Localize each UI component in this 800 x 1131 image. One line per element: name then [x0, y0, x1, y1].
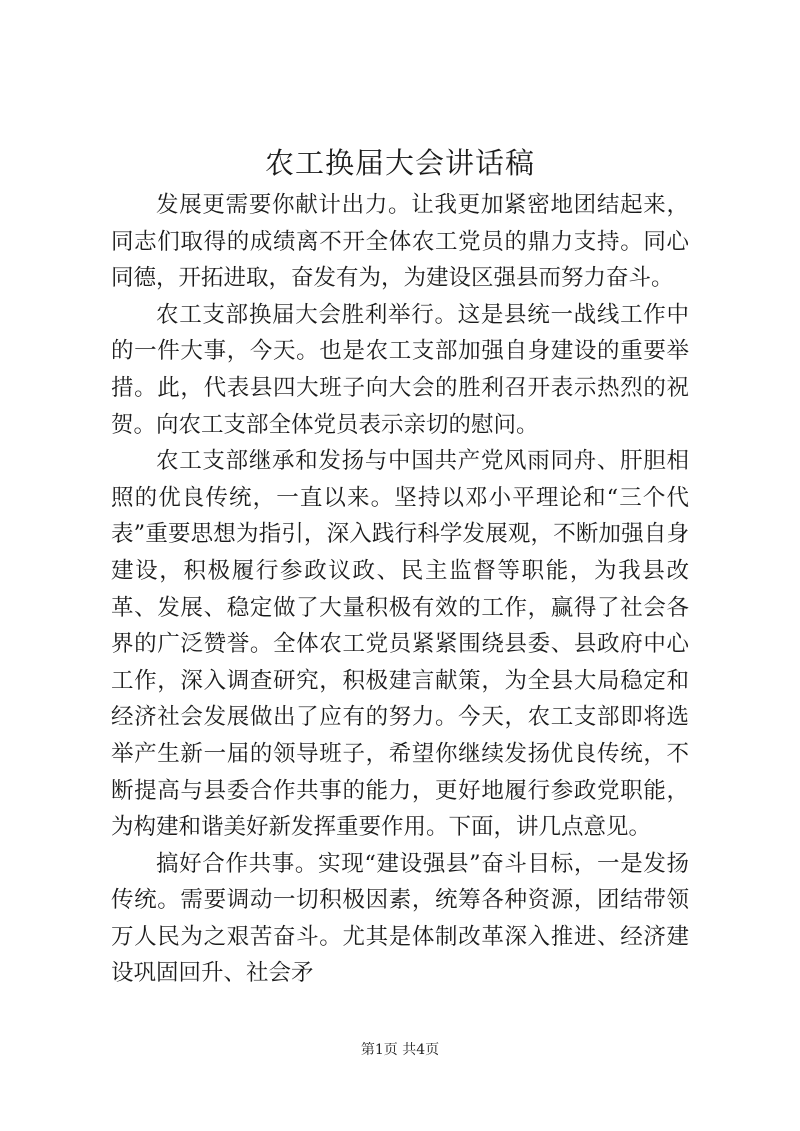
paragraph: 农工支部换届大会胜利举行。这是县统一战线工作中的一件大事，今天。也是农工支部加强自身建设的重要举措。此，代表县四大班子向大会的胜利召开表示热烈的祝贺。向农工支部全体党员表示亲切的慰问。	[111, 301, 689, 438]
paragraph: 搞好合作共事。实现“建设强县”奋斗目标，一是发扬传统。需要调动一切积极因素，统筹各种资源，团结带领万人民为之艰苦奋斗。尤其是体制改革深入推进、经济建设巩固回升、社会矛	[111, 850, 689, 987]
page-footer: 第1页 共4页	[360, 1042, 440, 1058]
paragraph: 农工支部继承和发扬与中国共产党风雨同舟、肝胆相照的优良传统，一直以来。坚持以邓小平理论和“三个代表”重要思想为指引，深入践行科学发展观，不断加强自身建设，积极履行参政议政、民主监督等职能，为我县改革、发展、稳定做了大量积极有效的工作，赢得了社会各界的广泛赞誉。全体农工党员紧紧围绕县委、县政府中心工作，深入调查研究，积极建言献策，为全县大局稳定和经济社会发展做出了应有的努力。今天，农工支部即将选举产生新一届的领导班子，希望你继续发扬优良传统，不断提高与县委合作共事的能力，更好地履行参政党职能，为构建和谐美好新发挥重要作用。下面，讲几点意见。	[111, 448, 689, 841]
document-body	[111, 187, 689, 992]
document-title: 农工换届大会讲话稿	[264, 146, 535, 180]
paragraph: 发展更需要你献计出力。让我更加紧密地团结起来，同志们取得的成绩离不开全体农工党员的鼎力支持。同心同德，开拓进取，奋发有为，为建设区强县而努力奋斗。	[111, 192, 689, 292]
